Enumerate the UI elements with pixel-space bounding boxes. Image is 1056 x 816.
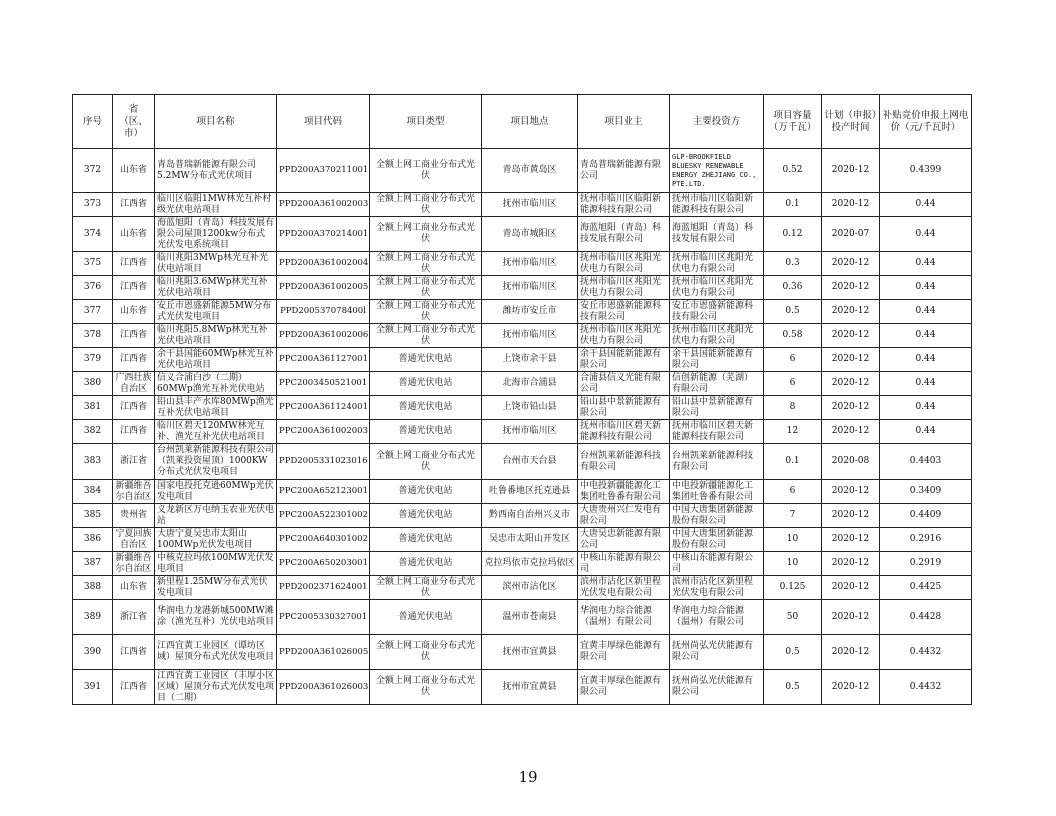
header-project-name: 项目名称	[155, 95, 277, 149]
cell-location: 吴忠市太阳山开发区	[482, 528, 578, 552]
cell-owner: 抚州市临川区兆阳光伏电力有限公司	[578, 276, 670, 300]
cell-price: 0.44	[880, 324, 972, 348]
table-row	[73, 217, 972, 252]
cell-project-code: PPC200A652123001	[277, 480, 370, 504]
cell-price: 0.4409	[880, 504, 972, 528]
cell-index: 372	[73, 149, 113, 193]
cell-location: 抚州市临川区	[482, 420, 578, 444]
cell-index: 390	[73, 635, 113, 670]
cell-project-code: PPD2005331023016	[277, 444, 370, 480]
cell-province: 山东省	[113, 300, 155, 324]
cell-index: 376	[73, 276, 113, 300]
table-row	[73, 193, 972, 217]
cell-investor: 滨州市沾化区新里程光伏发电有限公司	[670, 576, 764, 600]
cell-project-type: 全额上网工商业分布式光伏	[370, 324, 482, 348]
cell-capacity: 0.5	[764, 670, 822, 705]
cell-index: 381	[73, 396, 113, 420]
cell-project-name: 青岛普瑞新能源有限公司5.2MW分布式光伏项目	[155, 149, 277, 193]
cell-date: 2020-12	[822, 504, 880, 528]
cell-owner: 海蓝旭阳（青岛）科技发展有限公司	[578, 217, 670, 252]
cell-location: 青岛市黄岛区	[482, 149, 578, 193]
cell-price: 0.4428	[880, 600, 972, 635]
cell-owner: 合浦县信义光能有限公司	[578, 372, 670, 396]
cell-price: 0.44	[880, 276, 972, 300]
cell-capacity: 7	[764, 504, 822, 528]
cell-investor: 抚州市临川区碧天新能源科技有限公司	[670, 420, 764, 444]
cell-owner: 宜黄丰厚绿色能源有限公司	[578, 635, 670, 670]
table-row	[73, 528, 972, 552]
cell-price: 0.4399	[880, 149, 972, 193]
cell-investor: 余干县国能新能源有限公司	[670, 348, 764, 372]
cell-project-type: 普通光伏电站	[370, 552, 482, 576]
cell-price: 0.2916	[880, 528, 972, 552]
cell-investor: 中国大唐集团新能源股份有限公司	[670, 504, 764, 528]
cell-project-type: 普通光伏电站	[370, 528, 482, 552]
cell-project-code: PPC200A640301002	[277, 528, 370, 552]
cell-price: 0.2919	[880, 552, 972, 576]
header-project-code: 项目代码	[277, 95, 370, 149]
cell-capacity: 0.1	[764, 444, 822, 480]
cell-capacity: 0.58	[764, 324, 822, 348]
cell-capacity: 10	[764, 552, 822, 576]
cell-owner: 华润电力综合能源（温州）有限公司	[578, 600, 670, 635]
cell-owner: 抚州市临川区临阳新能源科技有限公司	[578, 193, 670, 217]
header-row	[73, 95, 972, 149]
cell-capacity: 0.5	[764, 635, 822, 670]
cell-owner: 安丘市恩盛新能源科技有限公司	[578, 300, 670, 324]
cell-price: 0.44	[880, 372, 972, 396]
cell-project-name: 临川区碧天120MW林光互补、渔光互补光伏电站项目	[155, 420, 277, 444]
cell-project-name: 台州凯莱新能源科技有限公司（凯莱投资屋顶）1000KW分布式光伏发电项目	[155, 444, 277, 480]
cell-date: 2020-12	[822, 576, 880, 600]
cell-capacity: 6	[764, 480, 822, 504]
cell-capacity: 0.52	[764, 149, 822, 193]
cell-project-code: PPC200A361002003	[277, 420, 370, 444]
cell-location: 吐鲁番地区托克逊县	[482, 480, 578, 504]
cell-province: 江西省	[113, 420, 155, 444]
cell-index: 374	[73, 217, 113, 252]
cell-project-name: 国家电投托克逊60MWp光伏发电项目	[155, 480, 277, 504]
cell-project-type: 全额上网工商业分布式光伏	[370, 670, 482, 705]
cell-project-name: 中核克拉玛依100MW光伏发电项目	[155, 552, 277, 576]
cell-location: 抚州市临川区	[482, 252, 578, 276]
cell-project-name: 海蓝旭阳（青岛）科技发展有限公司屋顶1200kw分布式光伏发电系统项目	[155, 217, 277, 252]
cell-location: 上饶市余干县	[482, 348, 578, 372]
cell-investor: 中核山东能源有限公司	[670, 552, 764, 576]
table-row	[73, 420, 972, 444]
cell-owner: 余干县国能新能源有限公司	[578, 348, 670, 372]
cell-project-type: 全额上网工商业分布式光伏	[370, 576, 482, 600]
header-owner: 项目业主	[578, 95, 670, 149]
cell-province: 江西省	[113, 396, 155, 420]
cell-capacity: 6	[764, 348, 822, 372]
cell-project-type: 全额上网工商业分布式光伏	[370, 300, 482, 324]
cell-date: 2020-12	[822, 252, 880, 276]
cell-province: 江西省	[113, 252, 155, 276]
cell-date: 2020-12	[822, 348, 880, 372]
cell-investor: 台州凯莱新能源科技有限公司	[670, 444, 764, 480]
cell-price: 0.4403	[880, 444, 972, 480]
cell-date: 2020-12	[822, 324, 880, 348]
cell-price: 0.3409	[880, 480, 972, 504]
cell-location: 温州市苍南县	[482, 600, 578, 635]
cell-index: 375	[73, 252, 113, 276]
cell-project-code: PPD200A361026003	[277, 670, 370, 705]
cell-date: 2020-12	[822, 396, 880, 420]
cell-project-code: PPD200A370214001	[277, 217, 370, 252]
table-row	[73, 396, 972, 420]
header-index: 序号	[73, 95, 113, 149]
table-row	[73, 576, 972, 600]
cell-index: 389	[73, 600, 113, 635]
cell-project-code: PPC200A650203001	[277, 552, 370, 576]
cell-owner: 抚州市临川区兆阳光伏电力有限公司	[578, 324, 670, 348]
cell-project-code: PPD200A361002003	[277, 193, 370, 217]
cell-project-name: 义龙新区万屯纳玉农业光伏电站	[155, 504, 277, 528]
cell-investor: 抚州市临川区兆阳光伏电力有限公司	[670, 252, 764, 276]
cell-project-code: PPD200537078400l	[277, 300, 370, 324]
cell-project-type: 普通光伏电站	[370, 504, 482, 528]
cell-project-name: 临川兆阳3MWp林光互补光伏电站项目	[155, 252, 277, 276]
cell-owner: 中电投新疆能源化工集团吐鲁番有限公司	[578, 480, 670, 504]
cell-project-type: 普通光伏电站	[370, 348, 482, 372]
cell-capacity: 0.5	[764, 300, 822, 324]
cell-index: 388	[73, 576, 113, 600]
cell-owner: 宜黄丰厚绿色能源有限公司	[578, 670, 670, 705]
cell-index: 382	[73, 420, 113, 444]
cell-province: 山东省	[113, 149, 155, 193]
cell-project-name: 江西宜黄工业园区（谭坊区域）屋顶分布式光伏发电项目	[155, 635, 277, 670]
cell-index: 378	[73, 324, 113, 348]
cell-price: 0.4425	[880, 576, 972, 600]
cell-project-code: PPC200A361124001	[277, 396, 370, 420]
cell-index: 377	[73, 300, 113, 324]
cell-price: 0.44	[880, 217, 972, 252]
cell-date: 2020-12	[822, 670, 880, 705]
cell-investor: GLP-BROOKFIELD BLUESKY RENEWABLE ENERGY ZHEJIANG CO., PTE.LTD.	[670, 149, 764, 193]
table-row	[73, 372, 972, 396]
cell-project-type: 全额上网工商业分布式光伏	[370, 193, 482, 217]
cell-project-code: PPD200A361002004	[277, 252, 370, 276]
cell-owner: 大唐贵州兴仁发电有限公司	[578, 504, 670, 528]
cell-capacity: 12	[764, 420, 822, 444]
cell-price: 0.44	[880, 348, 972, 372]
cell-province: 浙江省	[113, 600, 155, 635]
cell-investor: 中国大唐集团新能源股份有限公司	[670, 528, 764, 552]
table-row	[73, 276, 972, 300]
cell-owner: 青岛普瑞新能源有限公司	[578, 149, 670, 193]
header-location: 项目地点	[482, 95, 578, 149]
cell-province: 浙江省	[113, 444, 155, 480]
cell-location: 抚州市宜黄县	[482, 670, 578, 705]
cell-date: 2020-12	[822, 372, 880, 396]
cell-owner: 铅山县中景新能源有限公司	[578, 396, 670, 420]
cell-province: 广西壮族自治区	[113, 372, 155, 396]
cell-project-type: 全额上网工商业分布式光伏	[370, 635, 482, 670]
cell-project-code: PPD200A361002005	[277, 276, 370, 300]
cell-project-name: 临川兆阳5.8MWp林光互补光伏电站项目	[155, 324, 277, 348]
cell-price: 0.4432	[880, 670, 972, 705]
cell-capacity: 10	[764, 528, 822, 552]
cell-index: 385	[73, 504, 113, 528]
cell-project-name: 临川兆阳3.6MWp林光互补光伏电站项目	[155, 276, 277, 300]
cell-province: 江西省	[113, 348, 155, 372]
cell-date: 2020-08	[822, 444, 880, 480]
header-price: 补贴竞价申报上网电价（元/千瓦时）	[880, 95, 972, 149]
cell-date: 2020-12	[822, 276, 880, 300]
table-row	[73, 635, 972, 670]
cell-capacity: 0.3	[764, 252, 822, 276]
project-table	[72, 94, 972, 705]
cell-location: 抚州市临川区	[482, 276, 578, 300]
cell-date: 2020-12	[822, 300, 880, 324]
cell-index: 373	[73, 193, 113, 217]
cell-project-type: 全额上网工商业分布式光伏	[370, 276, 482, 300]
cell-project-name: 安丘市恩盛新能源5MW分布式光伏发电项目	[155, 300, 277, 324]
cell-province: 江西省	[113, 670, 155, 705]
cell-project-code: PPC2003450521001	[277, 372, 370, 396]
table-row	[73, 552, 972, 576]
cell-province: 江西省	[113, 635, 155, 670]
cell-price: 0.44	[880, 396, 972, 420]
cell-project-name: 新里程1.25MW分布式光伏发电项目	[155, 576, 277, 600]
cell-investor: 抚州市临川区兆阳光伏电力有限公司	[670, 324, 764, 348]
cell-location: 抚州市临川区	[482, 193, 578, 217]
cell-province: 贵州省	[113, 504, 155, 528]
cell-project-type: 全额上网工商业分布式光伏	[370, 444, 482, 480]
cell-project-code: PPD200A361026005	[277, 635, 370, 670]
cell-location: 克拉玛依市克拉玛依区	[482, 552, 578, 576]
cell-project-type: 普通光伏电站	[370, 396, 482, 420]
cell-owner: 抚州市临川区兆阳光伏电力有限公司	[578, 252, 670, 276]
cell-province: 宁夏回族自治区	[113, 528, 155, 552]
cell-investor: 中电投新疆能源化工集团吐鲁番有限公司	[670, 480, 764, 504]
cell-investor: 海蓝旭阳（青岛）科技发展有限公司	[670, 217, 764, 252]
cell-project-type: 普通光伏电站	[370, 600, 482, 635]
cell-province: 江西省	[113, 324, 155, 348]
cell-capacity: 0.1	[764, 193, 822, 217]
cell-project-name: 临川区临阳1MW林光互补村级光伏电站项目	[155, 193, 277, 217]
cell-project-type: 全额上网工商业分布式光伏	[370, 149, 482, 193]
cell-investor: 抚州尚弘光伏能源有限公司	[670, 670, 764, 705]
cell-province: 江西省	[113, 276, 155, 300]
cell-index: 384	[73, 480, 113, 504]
header-date: 计划（申报）投产时间	[822, 95, 880, 149]
cell-capacity: 0.12	[764, 217, 822, 252]
cell-investor: 信创新能源（芜湖）有限公司	[670, 372, 764, 396]
cell-project-type: 全额上网工商业分布式光伏	[370, 252, 482, 276]
cell-date: 2020-12	[822, 193, 880, 217]
cell-location: 潍坊市安丘市	[482, 300, 578, 324]
table-row	[73, 670, 972, 705]
table-row	[73, 480, 972, 504]
cell-investor: 抚州尚弘光伏能源有限公司	[670, 635, 764, 670]
cell-index: 380	[73, 372, 113, 396]
cell-province: 山东省	[113, 576, 155, 600]
table-row	[73, 252, 972, 276]
cell-location: 滨州市沾化区	[482, 576, 578, 600]
cell-capacity: 6	[764, 372, 822, 396]
cell-owner: 滨州市沾化区新里程光伏发电有限公司	[578, 576, 670, 600]
header-investor: 主要投资方	[670, 95, 764, 149]
table-row	[73, 300, 972, 324]
table-row	[73, 149, 972, 193]
cell-investor: 铅山县中景新能源有限公司	[670, 396, 764, 420]
cell-index: 379	[73, 348, 113, 372]
cell-price: 0.44	[880, 252, 972, 276]
cell-capacity: 0.36	[764, 276, 822, 300]
cell-project-name: 信义合浦白沙（二期）60MWp渔光互补光伏电站	[155, 372, 277, 396]
cell-date: 2020-12	[822, 480, 880, 504]
header-capacity: 项目容量（万千瓦）	[764, 95, 822, 149]
cell-project-type: 普通光伏电站	[370, 420, 482, 444]
cell-date: 2020-12	[822, 528, 880, 552]
cell-project-code: PPD200A361002006	[277, 324, 370, 348]
cell-project-type: 普通光伏电站	[370, 480, 482, 504]
cell-price: 0.44	[880, 300, 972, 324]
cell-investor: 华润电力综合能源（温州）有限公司	[670, 600, 764, 635]
cell-project-name: 余干县国能60MWp林光互补光伏电站项目	[155, 348, 277, 372]
cell-project-code: PPD200A370211001	[277, 149, 370, 193]
cell-index: 383	[73, 444, 113, 480]
cell-date: 2020-12	[822, 552, 880, 576]
cell-index: 386	[73, 528, 113, 552]
cell-project-name: 江西宜黄工业园区（丰厚小区区域）屋顶分布式光伏发电项目（二期）	[155, 670, 277, 705]
cell-capacity: 8	[764, 396, 822, 420]
cell-index: 387	[73, 552, 113, 576]
cell-owner: 中核山东能源有限公司	[578, 552, 670, 576]
cell-location: 上饶市铅山县	[482, 396, 578, 420]
cell-date: 2020-12	[822, 635, 880, 670]
cell-location: 青岛市城阳区	[482, 217, 578, 252]
cell-location: 黔西南自治州兴义市	[482, 504, 578, 528]
table-row	[73, 444, 972, 480]
cell-owner: 抚州市临川区碧天新能源科技有限公司	[578, 420, 670, 444]
table-row	[73, 504, 972, 528]
table-row	[73, 324, 972, 348]
cell-location: 台州市天台县	[482, 444, 578, 480]
cell-price: 0.44	[880, 193, 972, 217]
table-row	[73, 600, 972, 635]
table-row	[73, 348, 972, 372]
cell-project-type: 普通光伏电站	[370, 372, 482, 396]
cell-project-code: PPC2005330327001	[277, 600, 370, 635]
cell-price: 0.4432	[880, 635, 972, 670]
cell-owner: 台州凯莱新能源科技有限公司	[578, 444, 670, 480]
cell-location: 北海市合浦县	[482, 372, 578, 396]
cell-province: 江西省	[113, 193, 155, 217]
cell-date: 2020-12	[822, 149, 880, 193]
cell-date: 2020-12	[822, 420, 880, 444]
cell-project-type: 全额上网工商业分布式光伏	[370, 217, 482, 252]
header-province: 省（区、市）	[113, 95, 155, 149]
cell-project-code: PPC200A522301002	[277, 504, 370, 528]
cell-location: 抚州市临川区	[482, 324, 578, 348]
cell-province: 山东省	[113, 217, 155, 252]
cell-owner: 大唐吴忠新能源有限公司	[578, 528, 670, 552]
cell-capacity: 50	[764, 600, 822, 635]
header-project-type: 项目类型	[370, 95, 482, 149]
cell-province: 新疆维吾尔自治区	[113, 552, 155, 576]
cell-project-name: 华润电力龙港新城500MW滩涂（渔光互补）光伏电站项目	[155, 600, 277, 635]
cell-investor: 安丘市恩盛新能源科技有限公司	[670, 300, 764, 324]
cell-project-code: PPD2002371624001	[277, 576, 370, 600]
cell-investor: 抚州市临川区兆阳光伏电力有限公司	[670, 276, 764, 300]
cell-location: 抚州市宜黄县	[482, 635, 578, 670]
cell-index: 391	[73, 670, 113, 705]
cell-price: 0.44	[880, 420, 972, 444]
cell-province: 新疆维吾尔自治区	[113, 480, 155, 504]
cell-capacity: 0.125	[764, 576, 822, 600]
cell-date: 2020-12	[822, 600, 880, 635]
page-number: 19	[518, 768, 538, 786]
cell-investor: 抚州市临川区临阳新能源科技有限公司	[670, 193, 764, 217]
cell-project-name: 大唐宁夏吴忠市太阳山100MWp光伏发电项目	[155, 528, 277, 552]
cell-project-name: 铅山县丰产水库80MWp渔光互补光伏电站项目	[155, 396, 277, 420]
cell-date: 2020-07	[822, 217, 880, 252]
cell-project-code: PPC200A361127001	[277, 348, 370, 372]
